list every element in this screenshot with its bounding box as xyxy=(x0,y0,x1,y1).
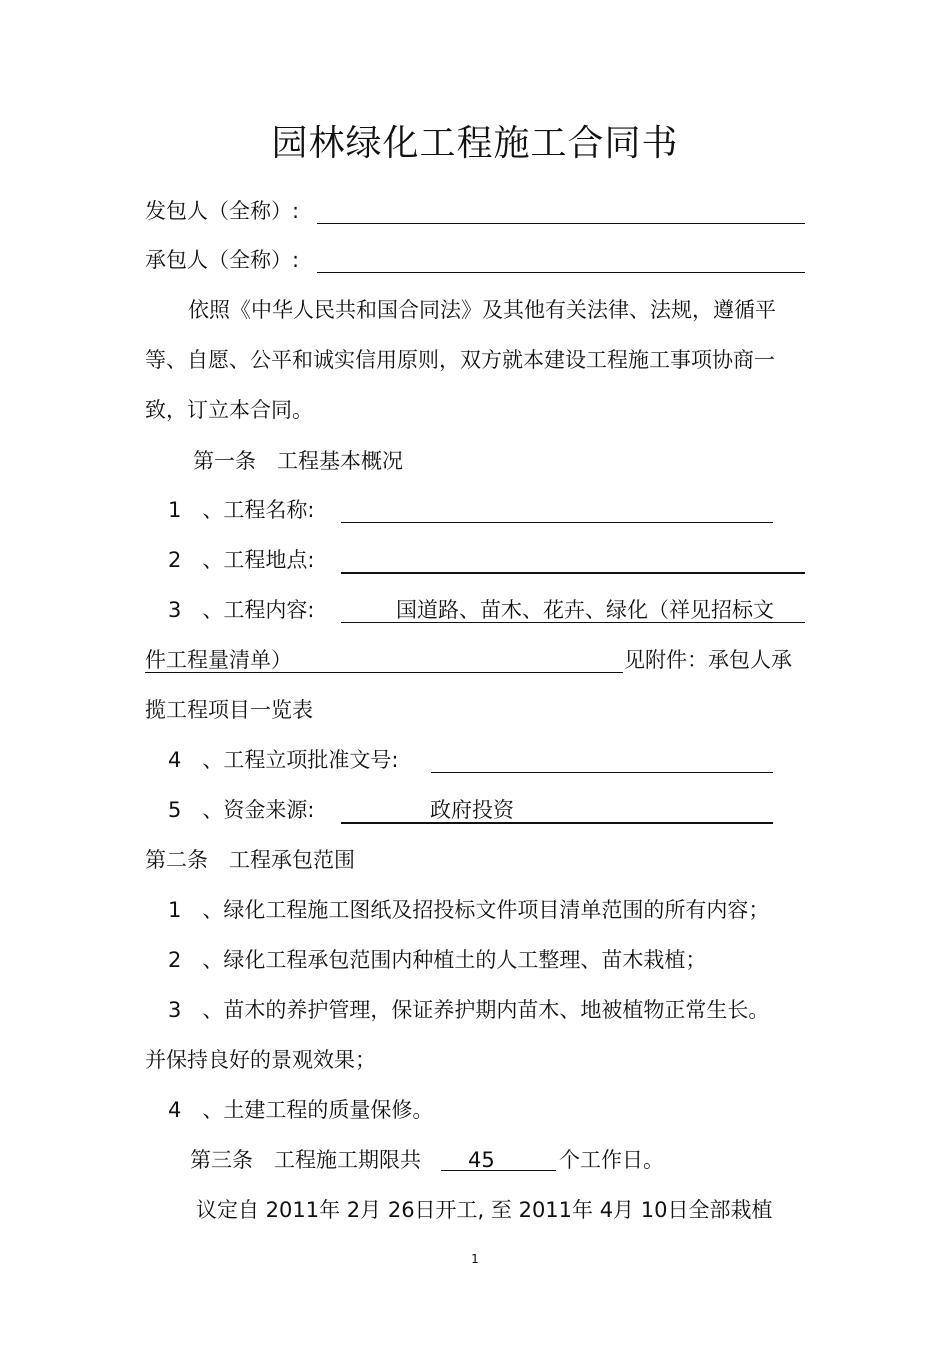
page-number: 1 xyxy=(471,1252,479,1266)
work-days-underline xyxy=(441,1170,556,1171)
article1-item5-label: 5 、资金来源: xyxy=(168,798,315,822)
article2-item1: 1 、绿化工程施工图纸及招投标文件项目清单范围的所有内容； xyxy=(168,898,770,922)
project-content-value-line1: 国道路、苗木、花卉、绿化（祥见招标文 xyxy=(396,598,774,622)
article1-heading: 第一条 工程基本概况 xyxy=(193,449,403,473)
party-b-blank xyxy=(317,272,805,273)
project-location-blank xyxy=(341,572,805,574)
article2-heading: 第二条 工程承包范围 xyxy=(145,848,355,872)
article3-heading-suffix: 个工作日。 xyxy=(559,1148,664,1172)
document-title: 园林绿化工程施工合同书 xyxy=(271,123,679,164)
project-name-blank xyxy=(341,522,773,523)
article1-item3-label: 3 、工程内容: xyxy=(168,598,315,622)
funding-source-value: 政府投资 xyxy=(430,798,514,822)
party-a-label: 发包人（全称）: xyxy=(145,199,300,223)
party-a-blank xyxy=(317,223,805,224)
project-content-suffix: 见附件：承包人承 xyxy=(624,648,792,672)
article2-item2: 2 、绿化工程承包范围内种植土的人工整理、苗木栽植； xyxy=(168,948,707,972)
article2-item4: 4 、土建工程的质量保修。 xyxy=(168,1098,434,1122)
article2-item3-line1: 3 、苗木的养护管理，保证养护期内苗木、地被植物正常生长。 xyxy=(168,998,770,1022)
project-content-continuation: 揽工程项目一览表 xyxy=(145,698,313,722)
intro-paragraph: 依照《中华人民共和国合同法》及其他有关法律、法规，遵循平等、自愿、公平和诚实信用原则，双方就本建设工程施工事项协商一致，订立本合同。 xyxy=(145,298,776,422)
article3-heading-prefix: 第三条 工程施工期限共 xyxy=(190,1148,421,1172)
article2-item3-line2: 并保持良好的景观效果； xyxy=(145,1048,376,1072)
article3-schedule: 议定自 2011年 2月 26日开工, 至 2011年 4月 10日全部栽植 xyxy=(196,1198,773,1222)
article1-item2-label: 2 、工程地点: xyxy=(168,548,315,572)
project-content-value-line2: 件工程量清单） xyxy=(145,648,292,672)
approval-number-blank xyxy=(431,772,773,773)
article1-item4-label: 4 、工程立项批准文号: xyxy=(168,748,399,772)
project-content-underline-2 xyxy=(145,672,623,673)
party-b-label: 承包人（全称）: xyxy=(145,248,300,272)
work-days-value: 45 xyxy=(468,1148,495,1172)
funding-source-underline xyxy=(341,822,773,824)
article1-item1-label: 1 、工程名称: xyxy=(168,498,315,522)
